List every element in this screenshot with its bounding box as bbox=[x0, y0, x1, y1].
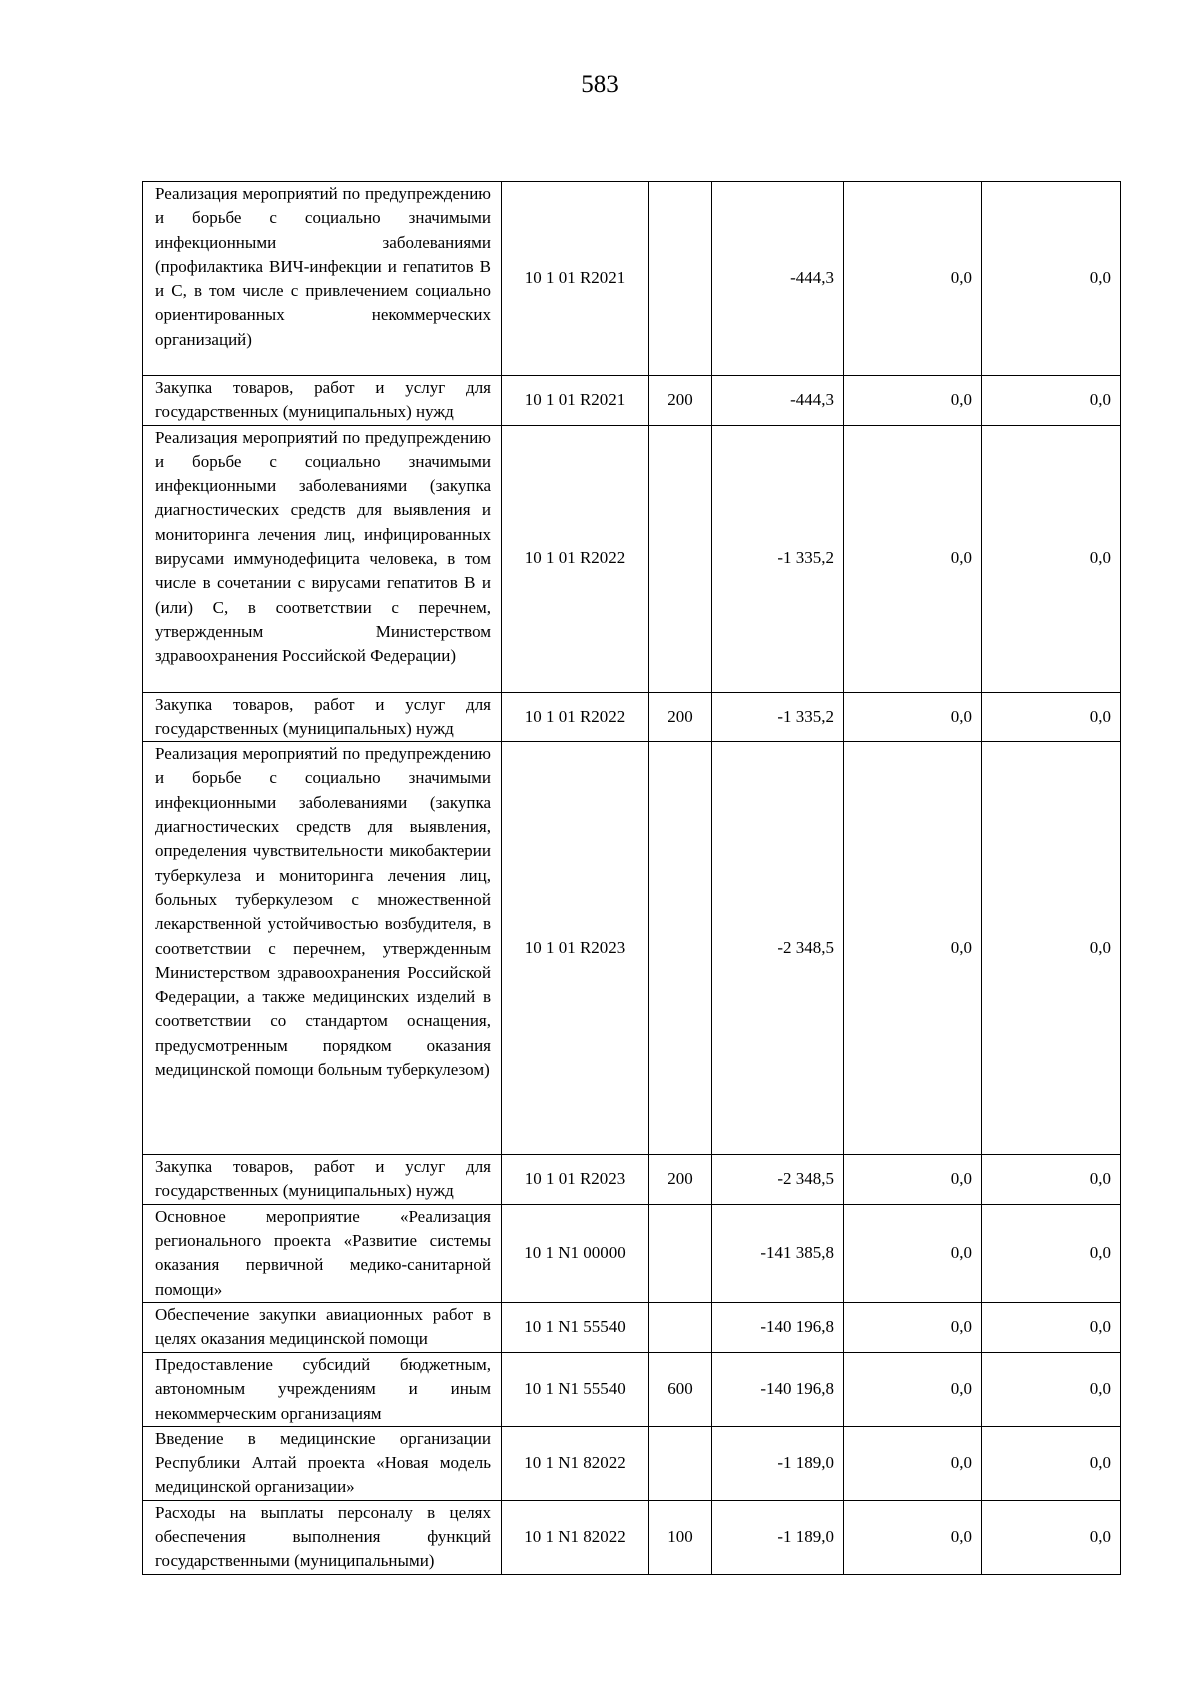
table-row bbox=[143, 742, 1121, 1155]
row-sum-2: 0,0 bbox=[844, 425, 982, 692]
row-sum-1: -1 335,2 bbox=[712, 692, 844, 742]
row-code: 10 1 N1 00000 bbox=[502, 1204, 649, 1302]
row-code: 10 1 01 R2022 bbox=[502, 692, 649, 742]
table-row bbox=[143, 1302, 1121, 1352]
row-code: 10 1 01 R2021 bbox=[502, 376, 649, 426]
row-name: Расходы на выплаты персоналу в целях обеспечения выполнения функций государственными (муниципальными) bbox=[143, 1500, 502, 1574]
row-sum-1: -1 189,0 bbox=[712, 1426, 844, 1500]
row-name: Закупка товаров, работ и услуг для государственных (муниципальных) нужд bbox=[143, 692, 502, 742]
row-sum-3: 0,0 bbox=[982, 1302, 1121, 1352]
row-sum-2: 0,0 bbox=[844, 1302, 982, 1352]
row-expense-type: 200 bbox=[649, 376, 712, 426]
table-row bbox=[143, 1500, 1121, 1574]
row-name: Закупка товаров, работ и услуг для государственных (муниципальных) нужд bbox=[143, 1155, 502, 1205]
row-expense-type: 200 bbox=[649, 692, 712, 742]
row-sum-3: 0,0 bbox=[982, 1155, 1121, 1205]
row-sum-1: -1 189,0 bbox=[712, 1500, 844, 1574]
row-expense-type bbox=[649, 742, 712, 1155]
row-sum-2: 0,0 bbox=[844, 1155, 982, 1205]
row-sum-2: 0,0 bbox=[844, 1500, 982, 1574]
row-sum-2: 0,0 bbox=[844, 1204, 982, 1302]
budget-table bbox=[142, 181, 1121, 1575]
row-sum-1: -444,3 bbox=[712, 376, 844, 426]
table-row bbox=[143, 1352, 1121, 1426]
row-sum-1: -140 196,8 bbox=[712, 1352, 844, 1426]
row-sum-3: 0,0 bbox=[982, 742, 1121, 1155]
row-sum-3: 0,0 bbox=[982, 692, 1121, 742]
table-row bbox=[143, 425, 1121, 692]
row-sum-3: 0,0 bbox=[982, 1204, 1121, 1302]
row-expense-type: 100 bbox=[649, 1500, 712, 1574]
row-name: Предоставление субсидий бюджетным, автономным учреждениям и иным некоммерческим организациям bbox=[143, 1352, 502, 1426]
table-row bbox=[143, 692, 1121, 742]
row-name: Реализация мероприятий по предупреждению и борьбе с социально значимыми инфекционными заболеваниями (закупка диагностических средств для выявления и мониторинга лечения лиц, инфицированных вирусами иммунодефицита человека, в том числе в сочетании с вирусами гепатитов B и (или) C, в соответствии с перечнем, утвержденным Министерством здравоохранения Российской Федерации) bbox=[143, 425, 502, 692]
row-sum-2: 0,0 bbox=[844, 742, 982, 1155]
table-row bbox=[143, 1204, 1121, 1302]
page-number: 583 bbox=[581, 71, 619, 98]
row-code: 10 1 01 R2023 bbox=[502, 1155, 649, 1205]
row-expense-type bbox=[649, 1426, 712, 1500]
row-name: Реализация мероприятий по предупреждению и борьбе с социально значимыми инфекционными заболеваниями (профилактика ВИЧ-инфекции и гепатитов B и C, в том числе с привлечением социально ориентированных некоммерческих организаций) bbox=[143, 182, 502, 376]
row-sum-1: -141 385,8 bbox=[712, 1204, 844, 1302]
row-sum-3: 0,0 bbox=[982, 1500, 1121, 1574]
row-expense-type bbox=[649, 1204, 712, 1302]
row-expense-type bbox=[649, 1302, 712, 1352]
row-code: 10 1 01 R2022 bbox=[502, 425, 649, 692]
row-expense-type bbox=[649, 425, 712, 692]
row-code: 10 1 N1 55540 bbox=[502, 1302, 649, 1352]
row-sum-2: 0,0 bbox=[844, 692, 982, 742]
row-code: 10 1 N1 82022 bbox=[502, 1500, 649, 1574]
row-sum-2: 0,0 bbox=[844, 1426, 982, 1500]
table-row bbox=[143, 1155, 1121, 1205]
table-row bbox=[143, 376, 1121, 426]
row-sum-1: -140 196,8 bbox=[712, 1302, 844, 1352]
row-expense-type: 200 bbox=[649, 1155, 712, 1205]
row-sum-1: -2 348,5 bbox=[712, 1155, 844, 1205]
row-sum-2: 0,0 bbox=[844, 376, 982, 426]
row-code: 10 1 01 R2021 bbox=[502, 182, 649, 376]
row-sum-1: -2 348,5 bbox=[712, 742, 844, 1155]
row-sum-3: 0,0 bbox=[982, 1426, 1121, 1500]
row-sum-2: 0,0 bbox=[844, 182, 982, 376]
row-name: Введение в медицинские организации Республики Алтай проекта «Новая модель медицинской организации» bbox=[143, 1426, 502, 1500]
row-sum-1: -1 335,2 bbox=[712, 425, 844, 692]
row-code: 10 1 01 R2023 bbox=[502, 742, 649, 1155]
table-row bbox=[143, 182, 1121, 376]
row-code: 10 1 N1 55540 bbox=[502, 1352, 649, 1426]
row-sum-3: 0,0 bbox=[982, 1352, 1121, 1426]
row-sum-3: 0,0 bbox=[982, 182, 1121, 376]
row-name: Основное мероприятие «Реализация регионального проекта «Развитие системы оказания первичной медико-санитарной помощи» bbox=[143, 1204, 502, 1302]
row-expense-type bbox=[649, 182, 712, 376]
row-code: 10 1 N1 82022 bbox=[502, 1426, 649, 1500]
row-name: Обеспечение закупки авиационных работ в целях оказания медицинской помощи bbox=[143, 1302, 502, 1352]
table-row bbox=[143, 1426, 1121, 1500]
row-sum-3: 0,0 bbox=[982, 425, 1121, 692]
row-sum-2: 0,0 bbox=[844, 1352, 982, 1426]
row-sum-3: 0,0 bbox=[982, 376, 1121, 426]
row-name: Реализация мероприятий по предупреждению и борьбе с социально значимыми инфекционными заболеваниями (закупка диагностических средств для выявления, определения чувствительности микобактерии туберкулеза и мониторинга лечения лиц, больных туберкулезом с множественной лекарственной устойчивостью возбудителя, в соответствии с перечнем, утвержденным Министерством здравоохранения Российской Федерации, а также медицинских изделий в соответствии со стандартом оснащения, предусмотренным порядком оказания медицинской помощи больным туберкулезом) bbox=[143, 742, 502, 1155]
row-name: Закупка товаров, работ и услуг для государственных (муниципальных) нужд bbox=[143, 376, 502, 426]
row-expense-type: 600 bbox=[649, 1352, 712, 1426]
row-sum-1: -444,3 bbox=[712, 182, 844, 376]
